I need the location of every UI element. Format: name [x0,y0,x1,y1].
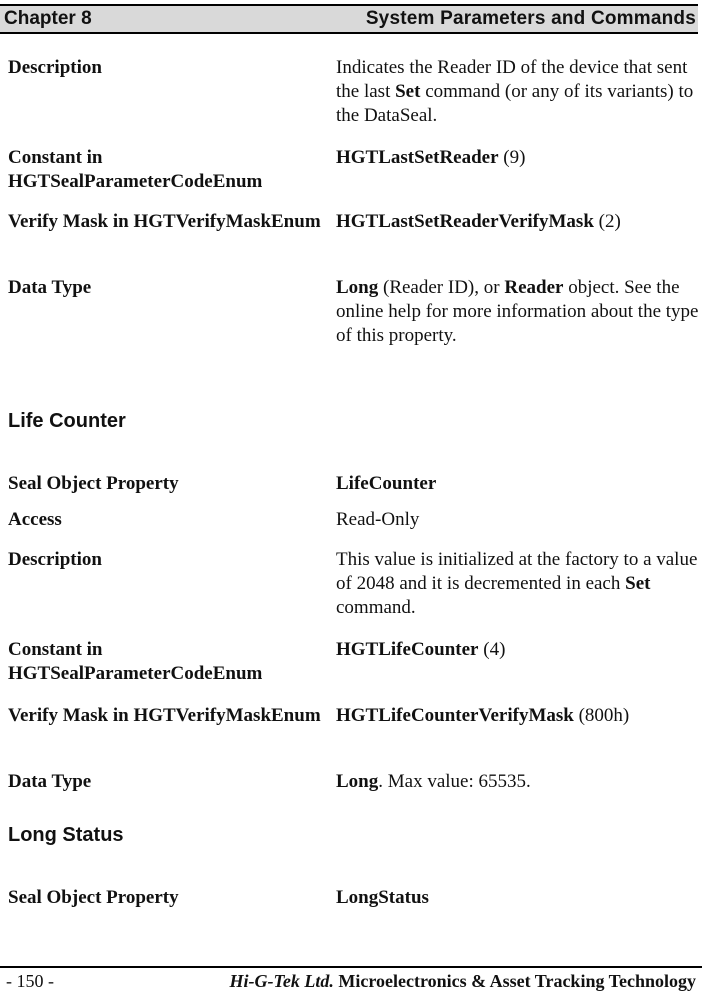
section-heading-life-counter: Life Counter [8,410,126,432]
constant-label: Constant in HGTSealParameterCodeEnum [8,147,263,192]
life-constant-value: HGTLifeCounter (4) [336,639,506,660]
seal-property-label: Seal Object Property [8,473,179,494]
long-status-property-value: LongStatus [336,887,429,908]
chapter-header [0,4,698,34]
life-data-type-label: Data Type [8,771,92,792]
description-label: Description [8,57,102,78]
constant-value: HGTLastSetReader (9) [336,147,526,168]
page-number: - 150 - [6,971,54,991]
footer-divider [0,966,702,968]
access-value: Read-Only [336,509,420,530]
section-heading-long-status: Long Status [8,824,124,846]
chapter-title: System Parameters and Commands [365,8,696,29]
seal-property-value: LifeCounter [336,473,437,494]
life-constant-label: Constant in HGTSealParameterCodeEnum [8,639,263,684]
access-label: Access [8,509,62,530]
data-type-label: Data Type [8,277,92,298]
life-verify-mask-label: Verify Mask in HGTVerifyMaskEnum [8,705,321,726]
life-verify-mask-value: HGTLifeCounterVerifyMask (800h) [336,705,630,726]
description-value: Indicates the Reader ID of the device that sent the last Set command (or any of its variants) to the DataSeal. [336,57,694,126]
company-line: Hi-G-Tek Ltd. Microelectronics & Asset Tracking Technology [229,971,696,991]
verify-mask-label: Verify Mask in HGTVerifyMaskEnum [8,211,321,232]
life-data-type-value: Long. Max value: 65535. [336,771,531,792]
life-description-value: This value is initialized at the factory to a value of 2048 and it is decremented in each Set command. [336,549,698,618]
data-type-value: Long (Reader ID), or Reader object. See the online help for more information about the type of this property. [336,277,699,346]
verify-mask-value: HGTLastSetReaderVerifyMask (2) [336,211,621,232]
life-description-label: Description [8,549,102,570]
long-status-property-label: Seal Object Property [8,887,179,908]
chapter-label: Chapter 8 [4,8,92,29]
